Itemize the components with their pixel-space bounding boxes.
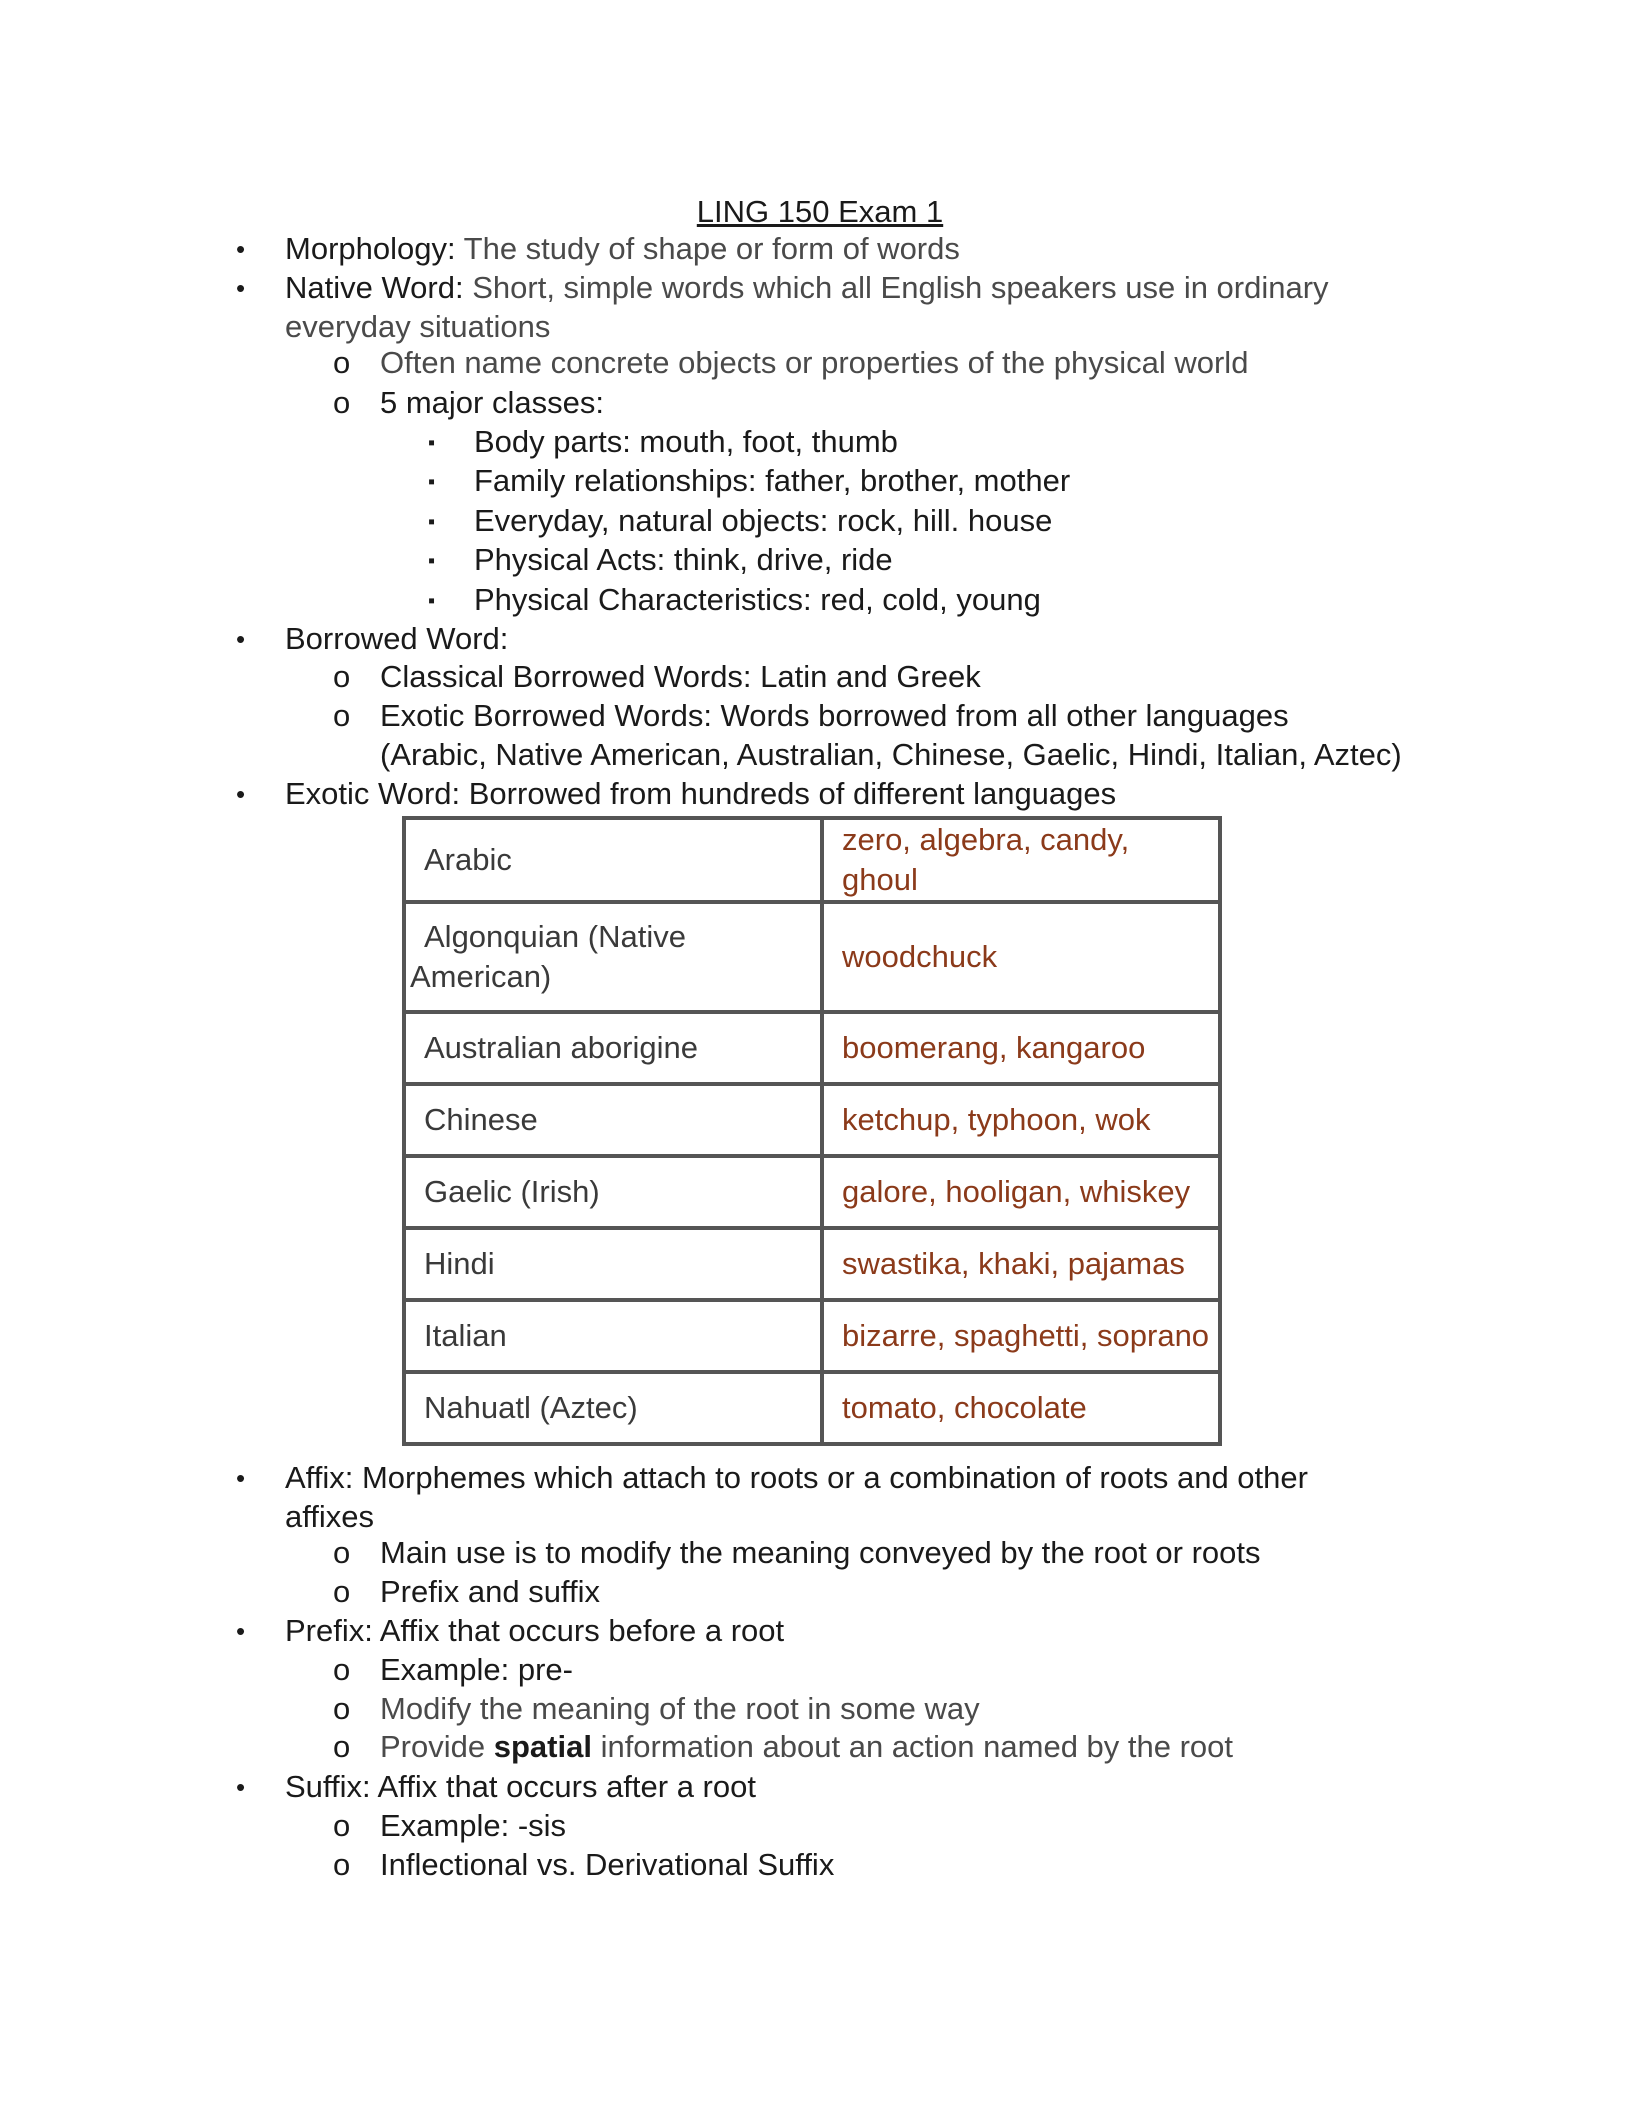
class-item: Physical Acts: think, drive, ride <box>474 542 893 577</box>
bullet-marker: • <box>236 1772 246 1802</box>
bullet-marker: • <box>236 624 246 654</box>
language-cell: Gaelic (Irish) <box>404 1156 822 1228</box>
language-cell: Chinese <box>404 1084 822 1156</box>
bullet-marker: • <box>236 1463 246 1493</box>
class-item: Everyday, natural objects: rock, hill. house <box>474 503 1053 538</box>
borrowed-word-classical: Classical Borrowed Words: Latin and Greek <box>380 659 981 694</box>
sub-bullet-marker: o <box>333 1847 351 1882</box>
sub-bullet-marker: o <box>333 1535 351 1570</box>
words-cell: zero, algebra, candy, ghoul <box>822 818 1220 902</box>
sub-bullet-marker: o <box>333 1808 351 1843</box>
language-cell: Hindi <box>404 1228 822 1300</box>
native-word-item <box>285 268 1329 308</box>
class-item: Family relationships: father, brother, mother <box>474 463 1071 498</box>
sub-bullet-marker: o <box>333 1652 351 1687</box>
exotic-words-table <box>402 816 1222 1446</box>
native-word-definition: Short, simple words which all English speakers use in ordinary <box>463 270 1329 305</box>
sub-bullet-marker: o <box>333 1574 351 1609</box>
suffix-item: Suffix: Affix that occurs after a root <box>285 1769 756 1804</box>
prefix-spatial-post: information about an action named by the root <box>591 1729 1234 1764</box>
language-cell: Australian aborigine <box>404 1012 822 1084</box>
borrowed-word-term: Borrowed Word: <box>285 621 509 656</box>
borrowed-word-exotic: Exotic Borrowed Words: Words borrowed from all other languages <box>380 698 1289 733</box>
suffix-sub-example: Example: -sis <box>380 1808 567 1843</box>
square-bullet-marker: ▪ <box>428 432 436 454</box>
prefix-spatial-pre: Provide <box>380 1729 494 1764</box>
language-cell: Italian <box>404 1300 822 1372</box>
table-row <box>404 1012 1220 1084</box>
table-row <box>404 1300 1220 1372</box>
prefix-sub-spatial <box>380 1727 1233 1767</box>
bullet-marker: • <box>236 779 246 809</box>
words-cell: bizarre, spaghetti, soprano <box>822 1300 1220 1372</box>
bullet-marker: • <box>236 234 246 264</box>
morphology-definition: The study of shape or form of words <box>455 231 960 266</box>
bullet-marker: • <box>236 273 246 303</box>
language-cell: Arabic <box>404 818 822 902</box>
words-cell: ketchup, typhoon, wok <box>822 1084 1220 1156</box>
words-cell: tomato, chocolate <box>822 1372 1220 1444</box>
sub-bullet-marker: o <box>333 1691 351 1726</box>
class-item: Physical Characteristics: red, cold, young <box>474 582 1041 617</box>
prefix-sub-modify: Modify the meaning of the root in some way <box>380 1691 980 1726</box>
words-cell: galore, hooligan, whiskey <box>822 1156 1220 1228</box>
native-word-term: Native Word: <box>285 270 464 305</box>
morphology-item <box>285 229 960 269</box>
table-row <box>404 1084 1220 1156</box>
native-word-sub-classes: 5 major classes: <box>380 385 604 420</box>
affix-item: Affix: Morphemes which attach to roots or a combination of roots and other <box>285 1460 1308 1495</box>
borrowed-word-exotic-cont: (Arabic, Native American, Australian, Chinese, Gaelic, Hindi, Italian, Aztec) <box>380 737 1402 772</box>
square-bullet-marker: ▪ <box>428 511 436 533</box>
affix-sub-types: Prefix and suffix <box>380 1574 600 1609</box>
words-cell: boomerang, kangaroo <box>822 1012 1220 1084</box>
language-cell: Nahuatl (Aztec) <box>404 1372 822 1444</box>
square-bullet-marker: ▪ <box>428 590 436 612</box>
bullet-marker: • <box>236 1616 246 1646</box>
morphology-term: Morphology: <box>285 231 456 266</box>
affix-sub-use: Main use is to modify the meaning conveyed by the root or roots <box>380 1535 1261 1570</box>
affix-item-cont: affixes <box>285 1499 375 1534</box>
table-row <box>404 1156 1220 1228</box>
native-word-sub-concrete: Often name concrete objects or properties of the physical world <box>380 345 1249 380</box>
sub-bullet-marker: o <box>333 385 351 420</box>
words-cell: woodchuck <box>822 902 1220 1012</box>
prefix-item: Prefix: Affix that occurs before a root <box>285 1613 785 1648</box>
table-row <box>404 818 1220 902</box>
sub-bullet-marker: o <box>333 1729 351 1764</box>
square-bullet-marker: ▪ <box>428 471 436 493</box>
exotic-word-item: Exotic Word: Borrowed from hundreds of different languages <box>285 776 1117 811</box>
native-word-definition-cont: everyday situations <box>285 309 551 344</box>
prefix-sub-example: Example: pre- <box>380 1652 573 1687</box>
sub-bullet-marker: o <box>333 345 351 380</box>
table-row <box>404 1372 1220 1444</box>
words-cell: swastika, khaki, pajamas <box>822 1228 1220 1300</box>
document-title: LING 150 Exam 1 <box>696 194 944 229</box>
language-cell: Algonquian (Native American) <box>404 902 822 1012</box>
sub-bullet-marker: o <box>333 698 351 733</box>
table-row <box>404 902 1220 1012</box>
square-bullet-marker: ▪ <box>428 550 436 572</box>
suffix-sub-types: Inflectional vs. Derivational Suffix <box>380 1847 835 1882</box>
sub-bullet-marker: o <box>333 659 351 694</box>
prefix-spatial-bold: spatial <box>493 1729 592 1764</box>
table-row <box>404 1228 1220 1300</box>
class-item: Body parts: mouth, foot, thumb <box>474 424 898 459</box>
